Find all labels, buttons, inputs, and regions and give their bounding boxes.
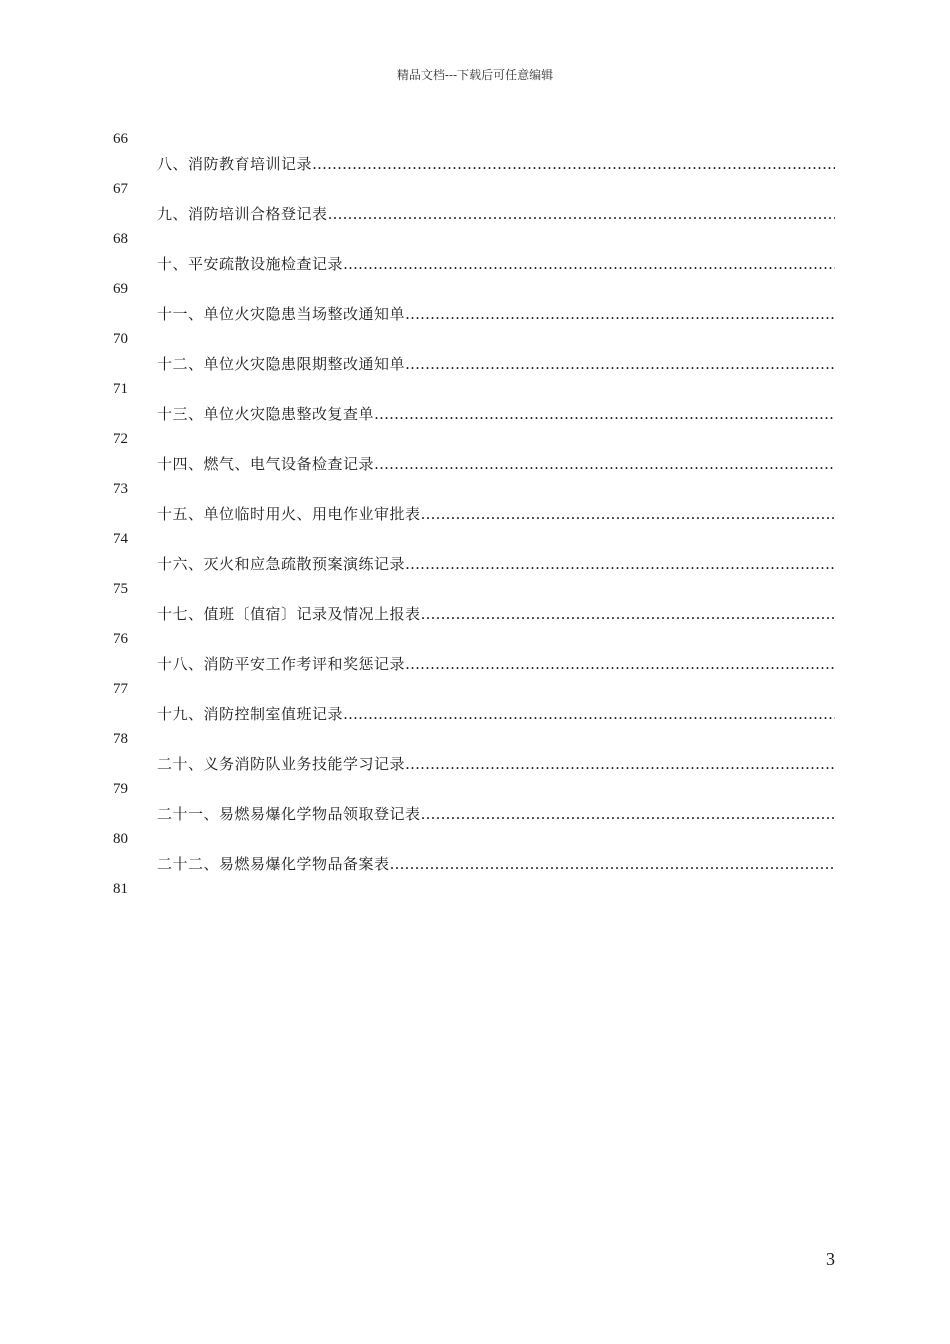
toc-entry[interactable] [157, 550, 835, 578]
toc-page-number: 72 [113, 431, 128, 447]
toc-entry-label: 二十一、易燃易爆化学物品领取登记表 [157, 805, 421, 823]
toc-page-number: 75 [113, 581, 128, 597]
dot-leader [405, 300, 835, 328]
toc-entry[interactable] [157, 450, 835, 478]
dot-leader [374, 400, 835, 428]
toc-entry-label: 八、消防教育培训记录 [157, 155, 313, 173]
toc-entry-label: 十六、灭火和应急疏散预案演练记录 [157, 555, 406, 573]
toc-entry[interactable] [157, 800, 835, 828]
dot-leader [312, 150, 835, 178]
toc-entry-label: 十一、单位火灾隐患当场整改通知单 [157, 305, 406, 323]
toc-entry-label: 十二、单位火灾隐患限期整改通知单 [157, 355, 406, 373]
toc-page-number: 76 [113, 631, 128, 647]
toc-page-number: 77 [113, 681, 128, 697]
dot-leader [390, 850, 835, 878]
toc-entry-label: 二十、义务消防队业务技能学习记录 [157, 755, 406, 773]
toc-entry-label: 十八、消防平安工作考评和奖惩记录 [157, 655, 406, 673]
toc-entry[interactable] [157, 200, 835, 228]
toc-entry-label: 九、消防培训合格登记表 [157, 205, 328, 223]
toc-entry[interactable] [157, 350, 835, 378]
toc-entry-label: 十五、单位临时用火、用电作业审批表 [157, 505, 421, 523]
dot-leader [405, 550, 835, 578]
page-number: 3 [826, 1249, 835, 1269]
dot-leader [405, 350, 835, 378]
toc-entry-label: 十四、燃气、电气设备检查记录 [157, 455, 375, 473]
dot-leader [421, 800, 835, 828]
toc-page-number: 70 [113, 331, 128, 347]
dot-leader [374, 450, 835, 478]
toc-entry[interactable] [157, 650, 835, 678]
toc-page-number: 69 [113, 281, 128, 297]
toc-entry[interactable] [157, 700, 835, 728]
toc-page-number: 78 [113, 731, 128, 747]
toc-page-number: 71 [113, 381, 128, 397]
toc-entry-label: 二十二、易燃易爆化学物品备案表 [157, 855, 390, 873]
toc-entry[interactable] [157, 250, 835, 278]
toc-entry[interactable] [157, 750, 835, 778]
toc-page-number: 74 [113, 531, 128, 547]
dot-leader [343, 250, 835, 278]
dot-leader [405, 650, 835, 678]
table-of-contents [113, 128, 835, 900]
toc-page-number: 81 [113, 881, 128, 897]
dot-leader [328, 200, 835, 228]
toc-page-number: 73 [113, 481, 128, 497]
toc-entry[interactable] [157, 400, 835, 428]
toc-page-number: 80 [113, 831, 128, 847]
dot-leader [421, 600, 835, 628]
toc-page-number: 79 [113, 781, 128, 797]
toc-page-number: 67 [113, 181, 128, 197]
document-header: 精品文档---下载后可任意编辑 [396, 68, 554, 82]
toc-entry[interactable] [157, 150, 835, 178]
toc-page-number: 66 [113, 131, 128, 147]
toc-page-number: 68 [113, 231, 128, 247]
dot-leader [405, 750, 835, 778]
toc-entry-label: 十七、值班〔值宿〕记录及情况上报表 [157, 605, 421, 623]
toc-entry[interactable] [157, 300, 835, 328]
toc-entry-label: 十三、单位火灾隐患整改复查单 [157, 405, 375, 423]
toc-entry-label: 十、平安疏散设施检查记录 [157, 255, 344, 273]
dot-leader [421, 500, 835, 528]
dot-leader [343, 700, 835, 728]
toc-entry-label: 十九、消防控制室值班记录 [157, 705, 344, 723]
toc-entry[interactable] [157, 600, 835, 628]
toc-entry[interactable] [157, 850, 835, 878]
toc-entry[interactable] [157, 500, 835, 528]
